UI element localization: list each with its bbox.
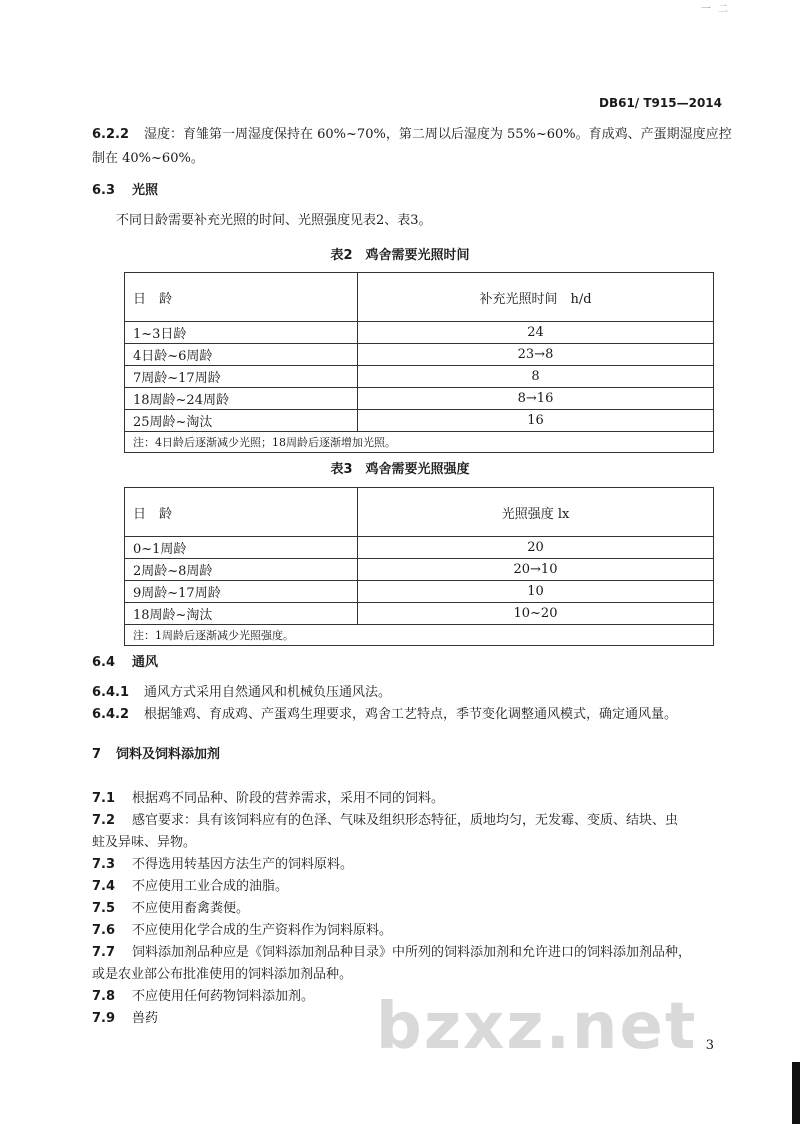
sec-7-9-text: 兽药 xyxy=(132,1011,159,1026)
table3-header-row xyxy=(125,488,714,537)
standard-code: DB61/ T915—2014 xyxy=(599,96,722,110)
sec-7-2-text1: 感官要求：具有该饲料应有的色泽、气味及组织形态特征，质地均匀，无发霉、变质、结块、虫 xyxy=(132,813,679,828)
sec-7-num: 7 xyxy=(92,747,102,762)
sec-6-4-1 xyxy=(92,682,728,704)
table-cell: 0~1周龄 xyxy=(125,537,358,559)
sec-6-4-num: 6.4 xyxy=(92,655,116,670)
sec-6-3-text: 不同日龄需要补充光照的时间、光照强度见表2、表3。 xyxy=(116,213,432,228)
table3-note: 注：1周龄后逐渐减少光照强度。 xyxy=(125,625,714,646)
sec-6-4-title: 通风 xyxy=(132,655,159,670)
sec-7-3-text: 不得选用转基因方法生产的饲料原料。 xyxy=(132,857,354,872)
table-cell: 18周龄~淘汰 xyxy=(125,603,358,625)
sec-7-2-cont: 蛀及异味、异物。 xyxy=(92,835,197,850)
table3-header-age: 日 龄 xyxy=(125,488,358,537)
table2-note-row xyxy=(125,432,714,453)
sec-7-heading xyxy=(92,744,728,766)
sec-7-2 xyxy=(92,810,728,832)
table-row xyxy=(125,581,714,603)
sec-7-5 xyxy=(92,898,728,920)
sec-7-7 xyxy=(92,942,728,964)
sec-7-2-num: 7.2 xyxy=(92,813,116,828)
sec-7-7-cont: 或是农业部公布批准使用的饲料添加剂品种。 xyxy=(92,967,353,982)
sec-7-5-num: 7.5 xyxy=(92,901,116,916)
table-cell: 18周龄~24周龄 xyxy=(125,388,358,410)
sec-7-9-num: 7.9 xyxy=(92,1011,116,1026)
table2-note: 注：4日龄后逐渐减少光照；18周龄后逐渐增加光照。 xyxy=(125,432,714,453)
table-cell: 10 xyxy=(358,581,714,603)
table-cell: 9周龄~17周龄 xyxy=(125,581,358,603)
sec-6-4-1-text: 通风方式采用自然通风和机械负压通风法。 xyxy=(144,685,392,700)
table2-header-age: 日 龄 xyxy=(125,273,358,322)
sec-6-2-2-line2: 制在 40%~60%。 xyxy=(92,151,204,166)
table-row xyxy=(125,410,714,432)
sec-7-8-num: 7.8 xyxy=(92,989,116,1004)
table2 xyxy=(124,272,714,453)
table-cell: 20 xyxy=(358,537,714,559)
table3-caption: 表3 鸡舍需要光照强度 xyxy=(330,462,470,477)
table-row xyxy=(125,537,714,559)
table-row xyxy=(125,559,714,581)
sec-6-2-2-line1 xyxy=(92,124,732,146)
table2-header-value: 补充光照时间 h/d xyxy=(358,273,714,322)
sec-7-3-num: 7.3 xyxy=(92,857,116,872)
table-cell: 25周龄~淘汰 xyxy=(125,410,358,432)
table-row xyxy=(125,603,714,625)
top-corner-marks: 一 二 xyxy=(700,4,730,15)
table-row xyxy=(125,366,714,388)
sec-6-2-2-text1: 湿度：育雏第一周湿度保持在 60%~70%，第二周以后湿度为 55%~60%。育成鸡、产蛋期湿度应控 xyxy=(144,127,732,142)
table-cell: 10~20 xyxy=(358,603,714,625)
table-cell: 16 xyxy=(358,410,714,432)
sec-7-8-text: 不应使用任何药物饲料添加剂。 xyxy=(132,989,315,1004)
scan-edge-bar xyxy=(792,1062,800,1124)
sec-6-4-2-num: 6.4.2 xyxy=(92,707,130,722)
sec-7-6 xyxy=(92,920,728,942)
sec-6-3-heading xyxy=(92,180,728,202)
sec-6-3-num: 6.3 xyxy=(92,183,116,198)
sec-6-4-heading xyxy=(92,652,728,674)
sec-6-4-2 xyxy=(92,704,728,726)
sec-7-7-text1: 饲料添加剂品种应是《饲料添加剂品种目录》中所列的饲料添加剂和允许进口的饲料添加剂品种， xyxy=(132,945,692,960)
sec-7-title: 饲料及饲料添加剂 xyxy=(116,747,221,762)
sec-6-4-1-num: 6.4.1 xyxy=(92,685,130,700)
table2-header-row xyxy=(125,273,714,322)
sec-7-6-text: 不应使用化学合成的生产资料作为饲料原料。 xyxy=(132,923,393,938)
table-cell: 8 xyxy=(358,366,714,388)
table-cell: 2周龄~8周龄 xyxy=(125,559,358,581)
page-number: 3 xyxy=(705,1038,714,1053)
sec-7-4-text: 不应使用工业合成的油脂。 xyxy=(132,879,289,894)
sec-6-3-title: 光照 xyxy=(132,183,159,198)
table-cell: 20→10 xyxy=(358,559,714,581)
table-cell: 4日龄~6周龄 xyxy=(125,344,358,366)
sec-7-7-num: 7.7 xyxy=(92,945,116,960)
table-cell: 8→16 xyxy=(358,388,714,410)
sec-6-2-2-num: 6.2.2 xyxy=(92,127,130,142)
watermark: bzxz.net xyxy=(376,990,698,1064)
sec-7-4 xyxy=(92,876,728,898)
sec-7-5-text: 不应使用畜禽粪便。 xyxy=(132,901,250,916)
table-row xyxy=(125,388,714,410)
sec-6-4-2-text: 根据雏鸡、育成鸡、产蛋鸡生理要求，鸡舍工艺特点，季节变化调整通风模式，确定通风量。 xyxy=(144,707,678,722)
sec-7-4-num: 7.4 xyxy=(92,879,116,894)
table-row xyxy=(125,322,714,344)
table-cell: 23→8 xyxy=(358,344,714,366)
sec-7-1 xyxy=(92,788,728,810)
sec-7-3 xyxy=(92,854,728,876)
table-cell: 7周龄~17周龄 xyxy=(125,366,358,388)
sec-7-1-text: 根据鸡不同品种、阶段的营养需求，采用不同的饲料。 xyxy=(132,791,445,806)
table3 xyxy=(124,487,714,646)
table-cell: 1~3日龄 xyxy=(125,322,358,344)
sec-7-6-num: 7.6 xyxy=(92,923,116,938)
table-row xyxy=(125,344,714,366)
table-cell: 24 xyxy=(358,322,714,344)
table2-caption: 表2 鸡舍需要光照时间 xyxy=(330,248,470,263)
table3-note-row xyxy=(125,625,714,646)
sec-7-1-num: 7.1 xyxy=(92,791,116,806)
table3-header-value: 光照强度 lx xyxy=(358,488,714,537)
